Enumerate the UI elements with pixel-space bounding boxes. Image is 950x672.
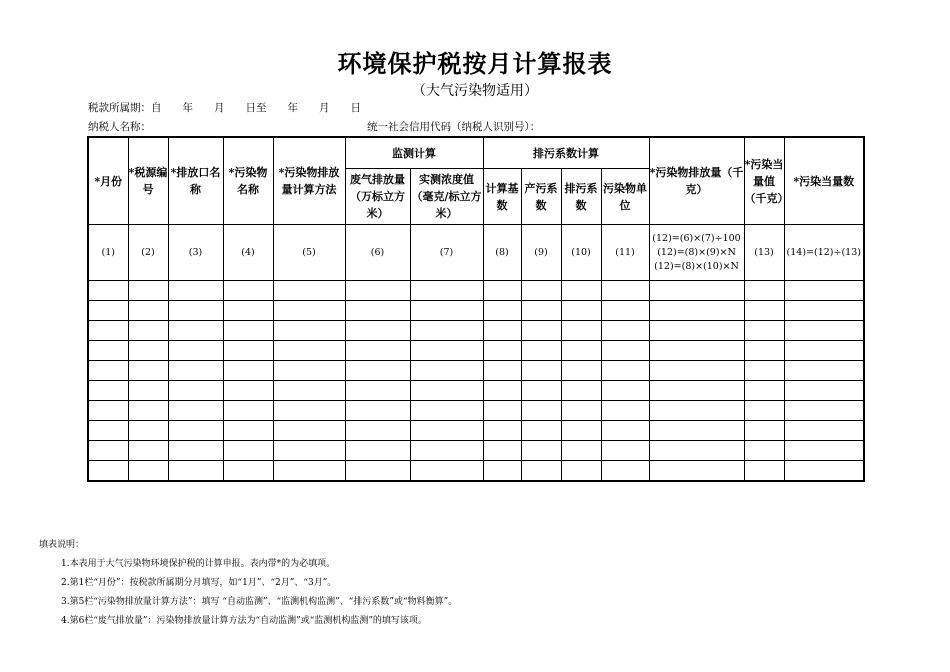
column-number: (3): [168, 225, 223, 281]
entry-cell[interactable]: [601, 401, 649, 421]
entry-cell[interactable]: [649, 461, 744, 482]
header-pollutant-unit: 污染物单位: [601, 169, 649, 225]
entry-cell[interactable]: [128, 321, 168, 341]
entry-cell[interactable]: [410, 401, 483, 421]
entry-cell[interactable]: [88, 441, 128, 461]
column-number: (14)=(12)÷(13): [784, 225, 864, 281]
entry-cell[interactable]: [88, 281, 128, 301]
entry-cell[interactable]: [410, 381, 483, 401]
column-number: (8): [483, 225, 521, 281]
table-row: [88, 401, 864, 421]
column-number: (6): [345, 225, 410, 281]
tax-period-line: 税款所属期：自 年 月 日至 年 月 日: [88, 102, 361, 114]
credit-code-label: 统一社会信用代码（纳税人识别号）：: [367, 121, 541, 133]
entry-cell[interactable]: [483, 321, 521, 341]
entry-cell[interactable]: [744, 301, 784, 321]
column-number: (5): [273, 225, 345, 281]
header-production-coef: 产污系数: [521, 169, 561, 225]
column-number: (1): [88, 225, 128, 281]
entry-cell[interactable]: [744, 361, 784, 381]
entry-cell[interactable]: [128, 361, 168, 381]
entry-cell[interactable]: [601, 281, 649, 301]
entry-cell[interactable]: [128, 341, 168, 361]
table-row: [88, 441, 864, 461]
entry-cell[interactable]: [345, 401, 410, 421]
formula-cell: [649, 225, 744, 281]
entry-cell[interactable]: [128, 301, 168, 321]
entry-cell[interactable]: [601, 341, 649, 361]
entry-cell[interactable]: [521, 301, 561, 321]
entry-cell[interactable]: [521, 281, 561, 301]
entry-cell[interactable]: [223, 341, 273, 361]
entry-cell[interactable]: [345, 321, 410, 341]
entry-cell[interactable]: [273, 381, 345, 401]
entry-cell[interactable]: [784, 441, 864, 461]
instruction-item: 4.第6栏“废气排放量”：污染物排放量计算方法为“自动监测”或“监测机构监测”的填写该项。: [61, 616, 427, 626]
table-row: [88, 461, 864, 482]
header-coefficient-group: 排污系数计算: [483, 137, 649, 169]
entry-cell[interactable]: [744, 401, 784, 421]
entry-cell[interactable]: [483, 441, 521, 461]
entry-cell[interactable]: [273, 461, 345, 482]
entry-cell[interactable]: [410, 341, 483, 361]
entry-cell[interactable]: [744, 381, 784, 401]
entry-cell[interactable]: [88, 461, 128, 482]
entry-cell[interactable]: [88, 381, 128, 401]
header-monitoring-group: 监测计算: [345, 137, 483, 169]
entry-cell[interactable]: [744, 421, 784, 441]
entry-cell[interactable]: [410, 421, 483, 441]
header-calc-basis: 计算基数: [483, 169, 521, 225]
formula-line: (12)=(6)×(7)÷100: [652, 232, 741, 244]
entry-cell[interactable]: [168, 301, 223, 321]
entry-cell[interactable]: [784, 381, 864, 401]
entry-cell[interactable]: [410, 461, 483, 482]
entry-cell[interactable]: [410, 361, 483, 381]
entry-cell[interactable]: [744, 321, 784, 341]
header-outlet-name: *排放口名称: [168, 137, 223, 225]
entry-cell[interactable]: [561, 401, 601, 421]
column-number: (7): [410, 225, 483, 281]
entry-cell[interactable]: [744, 281, 784, 301]
entry-cell[interactable]: [345, 441, 410, 461]
entry-cell[interactable]: [561, 321, 601, 341]
table-row: [88, 421, 864, 441]
formula-line: (12)=(8)×(10)×N: [654, 260, 739, 272]
table-row: [88, 341, 864, 361]
formula-line: (12)=(8)×(9)×N: [657, 246, 736, 258]
column-number: (13): [744, 225, 784, 281]
entry-cell[interactable]: [410, 321, 483, 341]
entry-cell[interactable]: [128, 421, 168, 441]
entry-cell[interactable]: [273, 421, 345, 441]
entry-cell[interactable]: [223, 441, 273, 461]
instruction-item: 2.第1栏“月份”：按税款所属期分月填写，如“1月”、“2月”、“3月”。: [61, 578, 337, 588]
entry-cell[interactable]: [521, 401, 561, 421]
column-number: (11): [601, 225, 649, 281]
entry-cell[interactable]: [649, 321, 744, 341]
header-equivalent-count: *污染当量数: [784, 137, 864, 225]
entry-cell[interactable]: [521, 321, 561, 341]
entry-cell[interactable]: [273, 281, 345, 301]
entry-cell[interactable]: [128, 381, 168, 401]
entry-cell[interactable]: [273, 361, 345, 381]
entry-cell[interactable]: [273, 321, 345, 341]
column-number: (2): [128, 225, 168, 281]
entry-cell[interactable]: [345, 281, 410, 301]
entry-cell[interactable]: [168, 381, 223, 401]
entry-cell[interactable]: [410, 281, 483, 301]
entry-cell[interactable]: [483, 421, 521, 441]
entry-cell[interactable]: [483, 461, 521, 482]
entry-cell[interactable]: [649, 381, 744, 401]
table-row: [88, 281, 864, 301]
entry-cell[interactable]: [168, 361, 223, 381]
entry-cell[interactable]: [561, 441, 601, 461]
entry-cell[interactable]: [521, 341, 561, 361]
header-month: *月份: [88, 137, 128, 225]
column-number: (10): [561, 225, 601, 281]
entry-cell[interactable]: [601, 461, 649, 482]
entry-cell[interactable]: [345, 381, 410, 401]
instruction-item: 1.本表用于大气污染物环境保护税的计算申报。表内带*的为必填项。: [61, 559, 336, 569]
entry-cell[interactable]: [88, 401, 128, 421]
entry-cell[interactable]: [128, 401, 168, 421]
entry-cell[interactable]: [88, 421, 128, 441]
entry-cell[interactable]: [223, 361, 273, 381]
entry-cell[interactable]: [88, 321, 128, 341]
entry-cell[interactable]: [784, 461, 864, 482]
entry-cell[interactable]: [410, 301, 483, 321]
entry-cell[interactable]: [601, 321, 649, 341]
entry-cell[interactable]: [168, 401, 223, 421]
report-subtitle: （大气污染物适用）: [412, 83, 538, 99]
entry-cell[interactable]: [273, 301, 345, 321]
header-equivalent-value: *污染当量值（千克）: [744, 137, 784, 225]
taxpayer-name-label: 纳税人名称：: [88, 121, 151, 133]
entry-cell[interactable]: [223, 281, 273, 301]
entry-cell[interactable]: [483, 341, 521, 361]
entry-cell[interactable]: [168, 441, 223, 461]
header-pollutant-name: *污染物名称: [223, 137, 273, 225]
entry-cell[interactable]: [223, 461, 273, 482]
entry-cell[interactable]: [345, 421, 410, 441]
entry-cell[interactable]: [784, 301, 864, 321]
header-tax-source-no: *税源编号: [128, 137, 168, 225]
entry-cell[interactable]: [649, 301, 744, 321]
entry-cell[interactable]: [345, 461, 410, 482]
instructions-heading: 填表说明：: [39, 540, 85, 550]
entry-cell[interactable]: [561, 281, 601, 301]
header-measured-conc: 实测浓度值（毫克/标立方米）: [410, 169, 483, 225]
entry-cell[interactable]: [601, 381, 649, 401]
fill-instructions: [39, 536, 457, 631]
entry-cell[interactable]: [601, 301, 649, 321]
entry-cell[interactable]: [483, 281, 521, 301]
entry-cell[interactable]: [410, 441, 483, 461]
entry-cell[interactable]: [273, 441, 345, 461]
entry-cell[interactable]: [561, 461, 601, 482]
entry-cell[interactable]: [223, 381, 273, 401]
entry-cell[interactable]: [273, 401, 345, 421]
entry-cell[interactable]: [784, 321, 864, 341]
entry-cell[interactable]: [649, 421, 744, 441]
entry-cell[interactable]: [521, 461, 561, 482]
table-row: [88, 301, 864, 321]
entry-cell[interactable]: [561, 361, 601, 381]
entry-cell[interactable]: [168, 341, 223, 361]
header-emission-amount: *污染物排放量（千克）: [649, 137, 744, 225]
header-calc-method: *污染物排放量计算方法: [273, 137, 345, 225]
header-emission-coef: 排污系数: [561, 169, 601, 225]
entry-cell[interactable]: [601, 361, 649, 381]
entry-cell[interactable]: [784, 401, 864, 421]
entry-cell[interactable]: [521, 441, 561, 461]
entry-cell[interactable]: [88, 301, 128, 321]
entry-cell[interactable]: [784, 341, 864, 361]
report-title: 环境保护税按月计算报表: [337, 49, 613, 78]
entry-cell[interactable]: [223, 401, 273, 421]
entry-cell[interactable]: [345, 341, 410, 361]
entry-cell[interactable]: [168, 321, 223, 341]
entry-cell[interactable]: [649, 441, 744, 461]
entry-cell[interactable]: [521, 381, 561, 401]
entry-cell[interactable]: [561, 421, 601, 441]
table-row: [88, 321, 864, 341]
entry-cell[interactable]: [784, 281, 864, 301]
column-number-row: [88, 225, 864, 281]
entry-cell[interactable]: [601, 421, 649, 441]
entry-cell[interactable]: [168, 461, 223, 482]
entry-cell[interactable]: [521, 421, 561, 441]
entry-cell[interactable]: [784, 361, 864, 381]
entry-cell[interactable]: [223, 321, 273, 341]
entry-cell[interactable]: [784, 421, 864, 441]
entry-cell[interactable]: [601, 441, 649, 461]
entry-cell[interactable]: [88, 361, 128, 381]
entry-cell[interactable]: [168, 421, 223, 441]
entry-cell[interactable]: [273, 341, 345, 361]
column-number: (4): [223, 225, 273, 281]
entry-cell[interactable]: [561, 301, 601, 321]
entry-cell[interactable]: [483, 401, 521, 421]
entry-cell[interactable]: [649, 361, 744, 381]
table-row: [88, 361, 864, 381]
column-number: (9): [521, 225, 561, 281]
entry-cell[interactable]: [88, 341, 128, 361]
entry-cell[interactable]: [649, 281, 744, 301]
entry-cell[interactable]: [561, 381, 601, 401]
entry-cell[interactable]: [649, 341, 744, 361]
entry-cell[interactable]: [744, 341, 784, 361]
entry-cell[interactable]: [744, 461, 784, 482]
instruction-item: 3.第5栏“污染物排放量计算方法”：填写 “自动监测”、“监测机构监测”、“排污系数”或“物料衡算”。: [61, 597, 458, 607]
entry-cell[interactable]: [223, 421, 273, 441]
entry-cell[interactable]: [128, 461, 168, 482]
entry-cell[interactable]: [345, 301, 410, 321]
entry-cell[interactable]: [521, 361, 561, 381]
entry-cell[interactable]: [345, 361, 410, 381]
entry-cell[interactable]: [128, 441, 168, 461]
entry-cell[interactable]: [128, 281, 168, 301]
entry-cell[interactable]: [483, 361, 521, 381]
table-row: [88, 381, 864, 401]
entry-cell[interactable]: [223, 301, 273, 321]
entry-cell[interactable]: [561, 341, 601, 361]
report-table: [87, 136, 865, 482]
entry-cell[interactable]: [649, 401, 744, 421]
header-exhaust-volume: 废气排放量（万标立方米）: [345, 169, 410, 225]
entry-cell[interactable]: [483, 381, 521, 401]
entry-cell[interactable]: [744, 441, 784, 461]
entry-cell[interactable]: [168, 281, 223, 301]
entry-cell[interactable]: [483, 301, 521, 321]
